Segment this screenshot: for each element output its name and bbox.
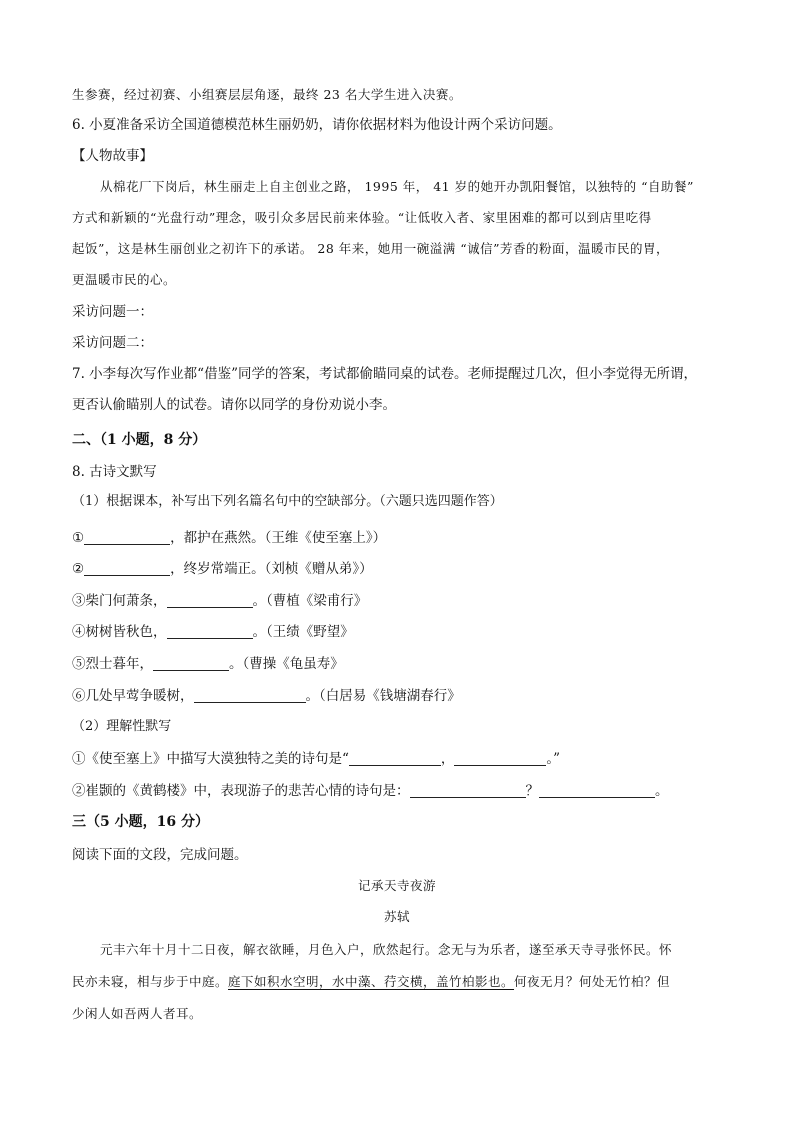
understanding-item-2 bbox=[72, 781, 669, 801]
recite-item-2-suffix: ，终岁常端正。（刘桢《赠从弟》） bbox=[170, 561, 373, 577]
question-6: 6. 小夏准备采访全国道德模范林生丽奶奶，请你依据材料为他设计两个采访问题。 bbox=[72, 117, 562, 133]
question-7-line-1: 7. 小李每次写作业都“借鉴”同学的答案，考试都偷瞄同桌的试卷。老师提醒过几次，但小李觉得无所谓， bbox=[72, 366, 697, 382]
recite-item-1-prefix: ① bbox=[72, 530, 85, 546]
recite-item-4-prefix: ④树树皆秋色， bbox=[72, 624, 167, 640]
question-8-title: 8. 古诗文默写 bbox=[72, 464, 157, 480]
recite-item-2-prefix: ② bbox=[72, 561, 85, 577]
story-line-2: 方式和新颖的“光盘行动”理念，吸引众多居民前来体验。“让低收入者、家里困难的都可以到店里吃得 bbox=[72, 210, 652, 225]
understanding-2-suffix: 。 bbox=[655, 783, 669, 799]
recite-item-2 bbox=[72, 559, 373, 579]
passage-line-2 bbox=[72, 972, 670, 992]
question-7-line-2: 更否认偷瞄别人的试卷。请你以同学的身份劝说小李。 bbox=[72, 397, 396, 413]
recite-item-5 bbox=[72, 654, 344, 674]
understanding-2-mid: ？ bbox=[525, 783, 539, 799]
recite-item-6-suffix: 。（白居易《钱塘湖春行》 bbox=[305, 688, 461, 704]
recite-item-6-prefix: ⑥几处早莺争暖树， bbox=[72, 688, 194, 704]
interview-question-1: 采访问题一： bbox=[72, 304, 153, 320]
story-line-3: 起饭”，这是林生丽创业之初许下的承诺。 28 年来，她用一碗溢满 “诚信”芳香的粉面，温暖市民的胃， bbox=[72, 241, 669, 256]
recite-item-1 bbox=[72, 528, 386, 548]
recite-blank-6[interactable] bbox=[194, 688, 306, 703]
recite-item-3-prefix: ③柴门何萧条， bbox=[72, 593, 167, 609]
understanding-1-prefix: ①《使至塞上》中描写大漠独特之美的诗句是“ bbox=[72, 751, 349, 767]
reading-instruction: 阅读下面的文段，完成问题。 bbox=[72, 847, 248, 863]
recite-blank-3[interactable] bbox=[167, 593, 253, 608]
understanding-blank-1a[interactable] bbox=[349, 751, 441, 766]
recite-item-4-suffix: 。（王绩《野望》 bbox=[252, 624, 354, 640]
understanding-2-prefix: ②崔颢的《黄鹤楼》中，表现游子的悲苦心情的诗句是： bbox=[72, 783, 410, 799]
understanding-blank-2a[interactable] bbox=[410, 783, 526, 798]
passage-line-1: 元丰六年十月十二日夜，解衣欲睡，月色入户，欣然起行。念无与为乐者，遂至承天寺寻张怀民。怀 bbox=[100, 942, 673, 957]
passage-line-2-b: 何夜无月？何处无竹柏？但 bbox=[514, 974, 671, 989]
understanding-1-mid: ， bbox=[440, 751, 455, 767]
section-2-heading: 二、（1 小题，8 分） bbox=[72, 432, 207, 448]
recite-item-1-suffix: ，都护在燕然。（王维《使至塞上》） bbox=[170, 530, 387, 546]
section-3-heading: 三（5 小题，16 分） bbox=[72, 814, 209, 830]
recite-item-3-suffix: 。（曹植《梁甫行》 bbox=[252, 593, 368, 609]
understanding-blank-1b[interactable] bbox=[454, 751, 546, 766]
recite-blank-5[interactable] bbox=[153, 656, 229, 671]
passage-title: 记承天寺夜游 bbox=[357, 878, 436, 893]
sub-question-1: （1）根据课本，补写出下列名篇名句中的空缺部分。（六题只选四题作答） bbox=[72, 494, 503, 509]
underlined-sentence: 庭下如积水空明，水中藻、荇交横，盖竹柏影也。 bbox=[228, 974, 515, 989]
recite-item-6 bbox=[72, 686, 461, 706]
passage-line-2-a: 民亦未寝，相与步于中庭。 bbox=[72, 974, 229, 989]
recite-item-5-prefix: ⑤烈士暮年， bbox=[72, 656, 153, 672]
understanding-blank-2b[interactable] bbox=[539, 783, 655, 798]
understanding-item-1 bbox=[72, 749, 560, 769]
recite-blank-4[interactable] bbox=[167, 624, 253, 639]
passage-line-3: 少闲人如吾两人者耳。 bbox=[72, 1006, 203, 1021]
recite-item-3 bbox=[72, 591, 367, 611]
story-line-1: 从棉花厂下岗后，林生丽走上自主创业之路， 1995 年， 41 岁的她开办凯阳餐馆，以独特的 “自助餐” bbox=[100, 179, 694, 194]
recite-blank-1[interactable] bbox=[84, 530, 170, 545]
story-title: 【人物故事】 bbox=[72, 148, 153, 164]
continued-text: 生参赛，经过初赛、小组赛层层角逐，最终 23 名大学生进入决赛。 bbox=[72, 87, 462, 102]
interview-question-2: 采访问题二： bbox=[72, 335, 153, 351]
recite-item-5-suffix: 。（曹操《龟虽寿》 bbox=[229, 656, 344, 672]
recite-blank-2[interactable] bbox=[84, 561, 170, 576]
story-line-4: 更温暖市民的心。 bbox=[72, 272, 177, 287]
understanding-1-suffix: 。” bbox=[546, 751, 561, 767]
recite-item-4 bbox=[72, 622, 354, 642]
passage-author: 苏轼 bbox=[383, 909, 410, 924]
sub-question-2: （2）理解性默写 bbox=[72, 719, 172, 734]
